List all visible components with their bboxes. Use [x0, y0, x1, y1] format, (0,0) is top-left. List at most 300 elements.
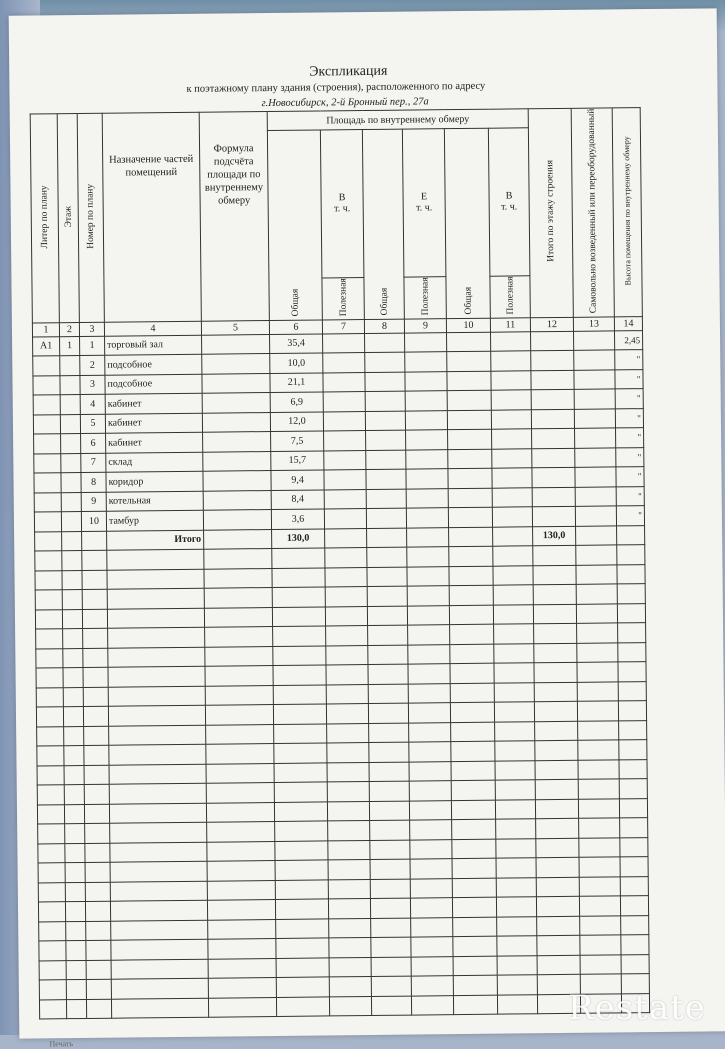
col-num: 3	[79, 322, 104, 336]
table-cell	[63, 707, 83, 727]
table-cell	[452, 878, 496, 898]
table-cell	[33, 375, 60, 395]
table-cell: склад	[106, 452, 203, 473]
document-subtitle: к поэтажному плану здания (строения), расположенного по адресу	[186, 80, 486, 95]
table-cell	[493, 526, 533, 546]
col-num: 9	[404, 318, 446, 332]
table-cell	[532, 448, 575, 468]
table-cell	[495, 721, 535, 741]
table-cell	[536, 857, 579, 877]
table-cell	[272, 568, 325, 588]
table-cell	[619, 759, 647, 779]
table-cell	[368, 703, 408, 723]
table-cell	[203, 451, 271, 471]
table-cell	[495, 799, 535, 819]
table-cell	[107, 549, 204, 570]
table-cell	[110, 881, 207, 902]
table-cell	[410, 839, 452, 859]
table-cell: 8,4	[271, 490, 324, 510]
table-cell	[578, 779, 619, 799]
table-cell	[325, 587, 367, 607]
table-cell: 6,9	[270, 392, 323, 412]
table-cell	[496, 897, 536, 917]
table-cell	[447, 410, 491, 430]
table-cell	[328, 860, 370, 880]
table-cell	[451, 722, 495, 742]
table-cell	[536, 818, 579, 838]
table-cell	[451, 741, 495, 761]
table-cell	[370, 898, 410, 918]
table-cell	[533, 584, 576, 604]
table-cell	[618, 681, 646, 701]
table-cell	[534, 623, 577, 643]
table-cell	[327, 801, 369, 821]
table-cell	[206, 802, 274, 822]
table-cell	[492, 429, 532, 449]
table-cell: 130,0	[533, 526, 576, 546]
table-cell: коридор	[106, 471, 203, 492]
table-cell	[107, 569, 204, 590]
table-cell	[497, 936, 537, 956]
table-cell	[578, 740, 619, 760]
table-cell	[449, 527, 493, 547]
table-cell	[621, 915, 649, 935]
table-cell	[492, 448, 532, 468]
table-cell	[532, 428, 575, 448]
table-cell	[411, 995, 453, 1015]
table-cell	[35, 590, 62, 610]
table-cell	[36, 629, 63, 649]
table-cell	[620, 857, 648, 877]
table-cell	[208, 978, 276, 998]
table-cell	[63, 687, 83, 707]
table-cell	[492, 507, 532, 527]
table-cell	[531, 370, 574, 390]
table-cell	[324, 431, 366, 451]
table-cell	[577, 623, 618, 643]
table-cell	[618, 662, 646, 682]
table-cell	[577, 681, 618, 701]
header-area-group: Площадь по внутреннему обмеру	[267, 109, 528, 131]
table-cell	[406, 508, 448, 528]
table-cell	[204, 568, 272, 588]
table-cell	[405, 352, 447, 372]
table-cell	[61, 473, 81, 493]
table-cell	[453, 917, 497, 937]
table-cell	[207, 822, 275, 842]
table-cell	[273, 646, 326, 666]
table-cell	[36, 648, 63, 668]
table-cell	[406, 430, 448, 450]
table-cell	[579, 896, 620, 916]
table-cell	[532, 506, 575, 526]
table-cell	[452, 897, 496, 917]
table-cell	[205, 685, 273, 705]
table-cell	[324, 450, 366, 470]
header-useful3: Полезная	[490, 275, 530, 317]
table-cell	[493, 604, 533, 624]
table-cell	[203, 510, 271, 530]
table-cell	[620, 837, 648, 857]
table-cell	[326, 665, 368, 685]
table-cell: 130,0	[272, 529, 325, 549]
table-cell	[448, 468, 492, 488]
table-cell	[535, 721, 578, 741]
table-cell	[617, 564, 645, 584]
table-cell	[111, 920, 208, 941]
table-cell	[34, 473, 61, 493]
table-cell	[370, 879, 410, 899]
table-cell	[39, 941, 66, 961]
table-cell	[272, 548, 325, 568]
table-cell	[208, 958, 276, 978]
table-cell: 2	[80, 355, 105, 375]
table-cell	[207, 841, 275, 861]
table-cell	[110, 861, 207, 882]
table-cell	[447, 371, 491, 391]
table-cell	[574, 409, 615, 429]
table-cell	[33, 395, 60, 415]
table-cell	[205, 666, 273, 686]
table-cell	[574, 370, 615, 390]
table-cell	[369, 762, 409, 782]
table-cell	[453, 975, 497, 995]
table-cell	[203, 432, 271, 452]
table-cell	[65, 824, 85, 844]
table-cell	[620, 818, 648, 838]
table-cell	[207, 900, 275, 920]
document-title: Экспликация	[309, 63, 388, 80]
table-cell	[60, 375, 80, 395]
table-cell: "	[616, 467, 644, 487]
table-cell	[83, 687, 108, 707]
table-cell	[410, 820, 452, 840]
table-cell	[621, 954, 649, 974]
table-cell: 3,6	[271, 509, 324, 529]
table-cell: кабинет	[105, 413, 202, 434]
table-cell	[408, 703, 450, 723]
table-cell	[536, 838, 579, 858]
table-cell	[65, 843, 85, 863]
table-cell	[34, 512, 61, 532]
table-cell	[534, 643, 577, 663]
table-cell	[492, 487, 532, 507]
table-cell	[111, 959, 208, 980]
table-cell	[617, 545, 645, 565]
document-address: г.Новосибирск, 2-й Бронный пер., 27а	[261, 96, 429, 110]
table-cell	[409, 722, 451, 742]
table-cell: Итого	[107, 530, 204, 551]
col-num: 7	[322, 319, 364, 333]
table-cell	[276, 977, 329, 997]
table-cell: "	[615, 389, 643, 409]
table-cell	[497, 994, 537, 1014]
table-cell	[37, 804, 64, 824]
table-cell	[371, 957, 411, 977]
header-purpose: Назначение частей помещений	[102, 112, 201, 322]
table-cell	[405, 332, 447, 352]
table-cell	[327, 743, 369, 763]
table-cell	[537, 935, 580, 955]
table-cell	[107, 588, 204, 609]
table-cell	[276, 938, 329, 958]
table-cell	[108, 686, 205, 707]
table-cell	[407, 566, 449, 586]
table-cell	[531, 350, 574, 370]
table-cell	[63, 648, 83, 668]
table-cell	[208, 939, 276, 959]
table-cell	[580, 915, 621, 935]
table-cell	[411, 917, 453, 937]
table-cell	[493, 565, 533, 585]
table-cell	[108, 627, 205, 648]
col-num: 2	[59, 322, 79, 336]
header-sub-v2: В т. ч.	[488, 128, 530, 276]
table-cell: торговый зал	[105, 335, 202, 356]
table-cell	[490, 331, 530, 351]
table-cell	[36, 707, 63, 727]
header-total3: Общая	[444, 128, 490, 318]
header-total2: Общая	[362, 129, 404, 319]
table-cell	[326, 684, 368, 704]
table-cell	[371, 918, 411, 938]
table-cell	[620, 896, 648, 916]
table-cell	[619, 740, 647, 760]
table-cell	[535, 740, 578, 760]
table-cell	[62, 531, 82, 551]
table-cell	[109, 725, 206, 746]
table-cell	[411, 937, 453, 957]
table-cell	[205, 646, 273, 666]
table-cell	[575, 506, 616, 526]
table-cell	[535, 779, 578, 799]
table-cell	[450, 663, 494, 683]
table-cell	[578, 720, 619, 740]
table-cell	[369, 723, 409, 743]
table-cell	[491, 390, 531, 410]
table-cell	[110, 842, 207, 863]
table-cell	[328, 899, 370, 919]
table-cell	[202, 393, 270, 413]
table-cell	[276, 958, 329, 978]
table-cell	[85, 862, 110, 882]
table-cell: 35,4	[270, 334, 323, 354]
table-cell	[207, 880, 275, 900]
table-cell	[497, 916, 537, 936]
col-num: 12	[530, 317, 573, 331]
header-illegal: Самовольно возведенный или переоборудованный	[571, 108, 614, 317]
table-cell	[275, 880, 328, 900]
table-cell	[450, 702, 494, 722]
header-floor: Этаж	[57, 114, 79, 323]
table-cell	[82, 570, 107, 590]
table-cell	[34, 434, 61, 454]
col-num: 11	[490, 317, 530, 331]
table-cell	[367, 567, 407, 587]
table-cell	[274, 763, 327, 783]
table-cell	[327, 762, 369, 782]
table-cell: "	[616, 447, 644, 467]
table-cell	[573, 331, 614, 351]
table-cell	[409, 781, 451, 801]
table-cell	[367, 528, 407, 548]
table-cell	[274, 782, 327, 802]
table-cell	[365, 333, 405, 353]
table-cell	[275, 860, 328, 880]
table-cell	[450, 683, 494, 703]
table-cell	[371, 937, 411, 957]
table-cell	[534, 701, 577, 721]
table-cell	[65, 863, 85, 883]
table-cell	[367, 547, 407, 567]
table-cell	[453, 936, 497, 956]
table-cell	[82, 589, 107, 609]
table-cell	[273, 685, 326, 705]
table-cell	[365, 411, 405, 431]
table-cell	[617, 584, 645, 604]
table-cell: 1	[60, 336, 80, 356]
table-cell	[576, 584, 617, 604]
table-cell	[34, 453, 61, 473]
table-cell	[202, 412, 270, 432]
table-cell	[370, 840, 410, 860]
header-useful: Полезная	[322, 277, 364, 319]
header-sub-e: Е т. ч.	[402, 129, 446, 277]
table-cell	[272, 587, 325, 607]
table-cell	[409, 800, 451, 820]
col-num: 6	[269, 320, 322, 335]
table-cell	[83, 667, 108, 687]
table-cell	[274, 724, 327, 744]
table-cell	[580, 954, 621, 974]
table-cell	[496, 877, 536, 897]
col-num: 14	[614, 316, 642, 330]
table-cell	[36, 668, 63, 688]
table-cell	[580, 935, 621, 955]
table-cell	[453, 995, 497, 1015]
table-cell	[574, 350, 615, 370]
table-body	[33, 330, 650, 1019]
table-cell	[325, 567, 367, 587]
col-num: 1	[32, 322, 59, 336]
table-cell	[495, 741, 535, 761]
table-cell	[451, 761, 495, 781]
table-cell	[449, 605, 493, 625]
table-cell	[37, 765, 64, 785]
table-cell: 10,0	[270, 353, 323, 373]
table-cell	[406, 449, 448, 469]
table-cell	[82, 609, 107, 629]
table-cell	[579, 818, 620, 838]
table-cell	[83, 628, 108, 648]
table-cell	[408, 625, 450, 645]
table-cell	[369, 781, 409, 801]
col-num: 10	[446, 318, 490, 332]
table-cell	[621, 935, 649, 955]
table-cell	[204, 549, 272, 569]
table-cell	[327, 782, 369, 802]
table-cell	[111, 978, 208, 999]
table-cell	[62, 551, 82, 571]
table-cell	[491, 409, 531, 429]
table-cell	[370, 859, 410, 879]
table-cell	[620, 876, 648, 896]
table-cell	[405, 391, 447, 411]
table-cell	[109, 764, 206, 785]
table-cell	[408, 664, 450, 684]
table-cell	[66, 980, 86, 1000]
header-useful2: Полезная	[404, 276, 446, 318]
table-cell	[451, 800, 495, 820]
table-cell	[494, 643, 534, 663]
table-cell	[111, 998, 208, 1019]
header-floor-total: Итого по этажу строения	[528, 108, 573, 317]
table-cell	[406, 488, 448, 508]
table-cell	[39, 960, 66, 980]
table-cell	[407, 527, 449, 547]
table-cell	[367, 606, 407, 626]
table-cell	[365, 352, 405, 372]
table-cell	[531, 389, 574, 409]
table-cell	[204, 529, 272, 549]
table-cell	[61, 492, 81, 512]
table-cell	[368, 664, 408, 684]
table-cell	[275, 821, 328, 841]
table-cell: 1	[80, 336, 105, 356]
table-cell: "	[616, 506, 644, 526]
table-cell	[448, 429, 492, 449]
table-cell	[493, 546, 533, 566]
table-cell	[35, 551, 62, 571]
table-cell	[84, 784, 109, 804]
table-cell	[208, 919, 276, 939]
table-cell	[408, 644, 450, 664]
table-cell	[275, 899, 328, 919]
table-cell	[324, 509, 366, 529]
table-cell	[534, 682, 577, 702]
table-cell	[61, 453, 81, 473]
table-cell	[370, 820, 410, 840]
table-cell	[329, 938, 371, 958]
table-cell	[495, 760, 535, 780]
table-cell	[366, 489, 406, 509]
table-cell	[62, 570, 82, 590]
table-cell: тамбур	[106, 510, 203, 531]
table-cell	[107, 608, 204, 629]
table-cell	[365, 391, 405, 411]
table-cell: подсобное	[105, 374, 202, 395]
table-cell	[409, 761, 451, 781]
header-formula: Формула подсчёта площади по внутреннему обмеру	[199, 112, 269, 321]
table-cell	[37, 785, 64, 805]
table-cell	[109, 803, 206, 824]
table-cell	[62, 590, 82, 610]
table-cell: 7,5	[271, 431, 324, 451]
table-cell	[83, 648, 108, 668]
table-cell	[407, 586, 449, 606]
table-cell	[34, 492, 61, 512]
table-cell	[447, 332, 491, 352]
table-cell: 12,0	[270, 412, 323, 432]
table-cell	[328, 879, 370, 899]
table-cell: "	[615, 350, 643, 370]
table-cell	[368, 684, 408, 704]
table-cell	[325, 528, 367, 548]
table-cell	[64, 765, 84, 785]
table-cell	[38, 824, 65, 844]
table-cell: подсобное	[105, 354, 202, 375]
table-cell	[205, 627, 273, 647]
